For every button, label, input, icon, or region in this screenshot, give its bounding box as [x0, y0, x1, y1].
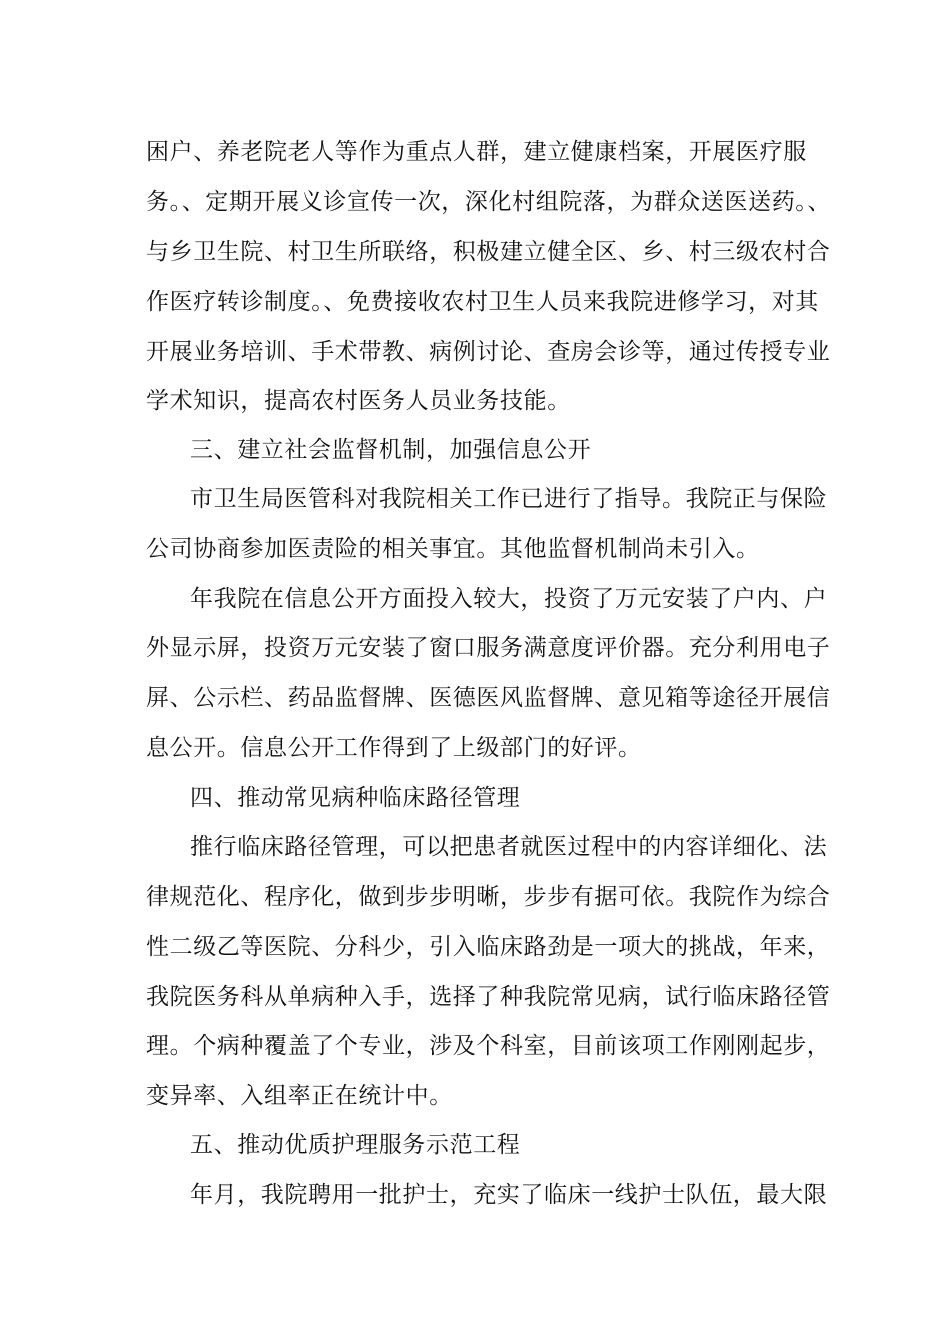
text-line: 息公开。信息公开工作得到了上级部门的好评。 [146, 735, 642, 761]
text-line: 与乡卫生院、村卫生所联络，积极建立健全区、乡、村三级农村合 [146, 239, 831, 265]
text-line: 性二级乙等医院、分科少，引入临床路劲是一项大的挑战，年来， [146, 934, 831, 960]
text-line: 外显示屏，投资万元安装了窗口服务满意度评价器。充分利用电子 [146, 635, 831, 661]
paragraph-first-line: 市卫生局医管科对我院相关工作已进行了指导。我院正与保险 [190, 486, 828, 512]
text-line: 屏、公示栏、药品监督牌、医德医风监督牌、意见箱等途径开展信 [146, 685, 831, 711]
text-line: 律规范化、程序化，做到步步明晰，步步有据可依。我院作为综合 [146, 884, 831, 910]
section-heading: 五、推动优质护理服务示范工程 [190, 1132, 521, 1158]
text-line: 变异率、入组率正在统计中。 [146, 1083, 453, 1109]
paragraph-first-line: 年月，我院聘用一批护士，充实了临床一线护士队伍，最大限 [190, 1182, 828, 1208]
text-line: 我院医务科从单病种入手，选择了种我院常见病，试行临床路径管 [146, 984, 831, 1010]
section-heading: 三、建立社会监督机制，加强信息公开 [190, 437, 592, 463]
paragraph-first-line: 推行临床路径管理，可以把患者就医过程中的内容详细化、法 [190, 834, 828, 860]
paragraph-first-line: 年我院在信息公开方面投入较大，投资了万元安装了户内、户 [190, 586, 828, 612]
text-line: 困户、养老院老人等作为重点人群，建立健康档案，开展医疗服 [146, 139, 807, 165]
text-line: 公司协商参加医责险的相关事宜。其他监督机制尚未引入。 [146, 536, 760, 562]
text-line: 开展业务培训、手术带教、病例讨论、查房会诊等，通过传授专业 [146, 339, 831, 365]
text-line: 理。个病种覆盖了个专业，涉及个科室，目前该项工作刚刚起步， [146, 1033, 831, 1059]
text-line: 务。、定期开展义诊宣传一次，深化村组院落，为群众送医送药。、 [146, 189, 831, 215]
section-heading: 四、推动常见病种临床路径管理 [190, 785, 521, 811]
text-line: 作医疗转诊制度。、免费接收农村卫生人员来我院进修学习，对其 [146, 289, 819, 315]
text-line: 学术知识，提高农村医务人员业务技能。 [146, 388, 571, 414]
